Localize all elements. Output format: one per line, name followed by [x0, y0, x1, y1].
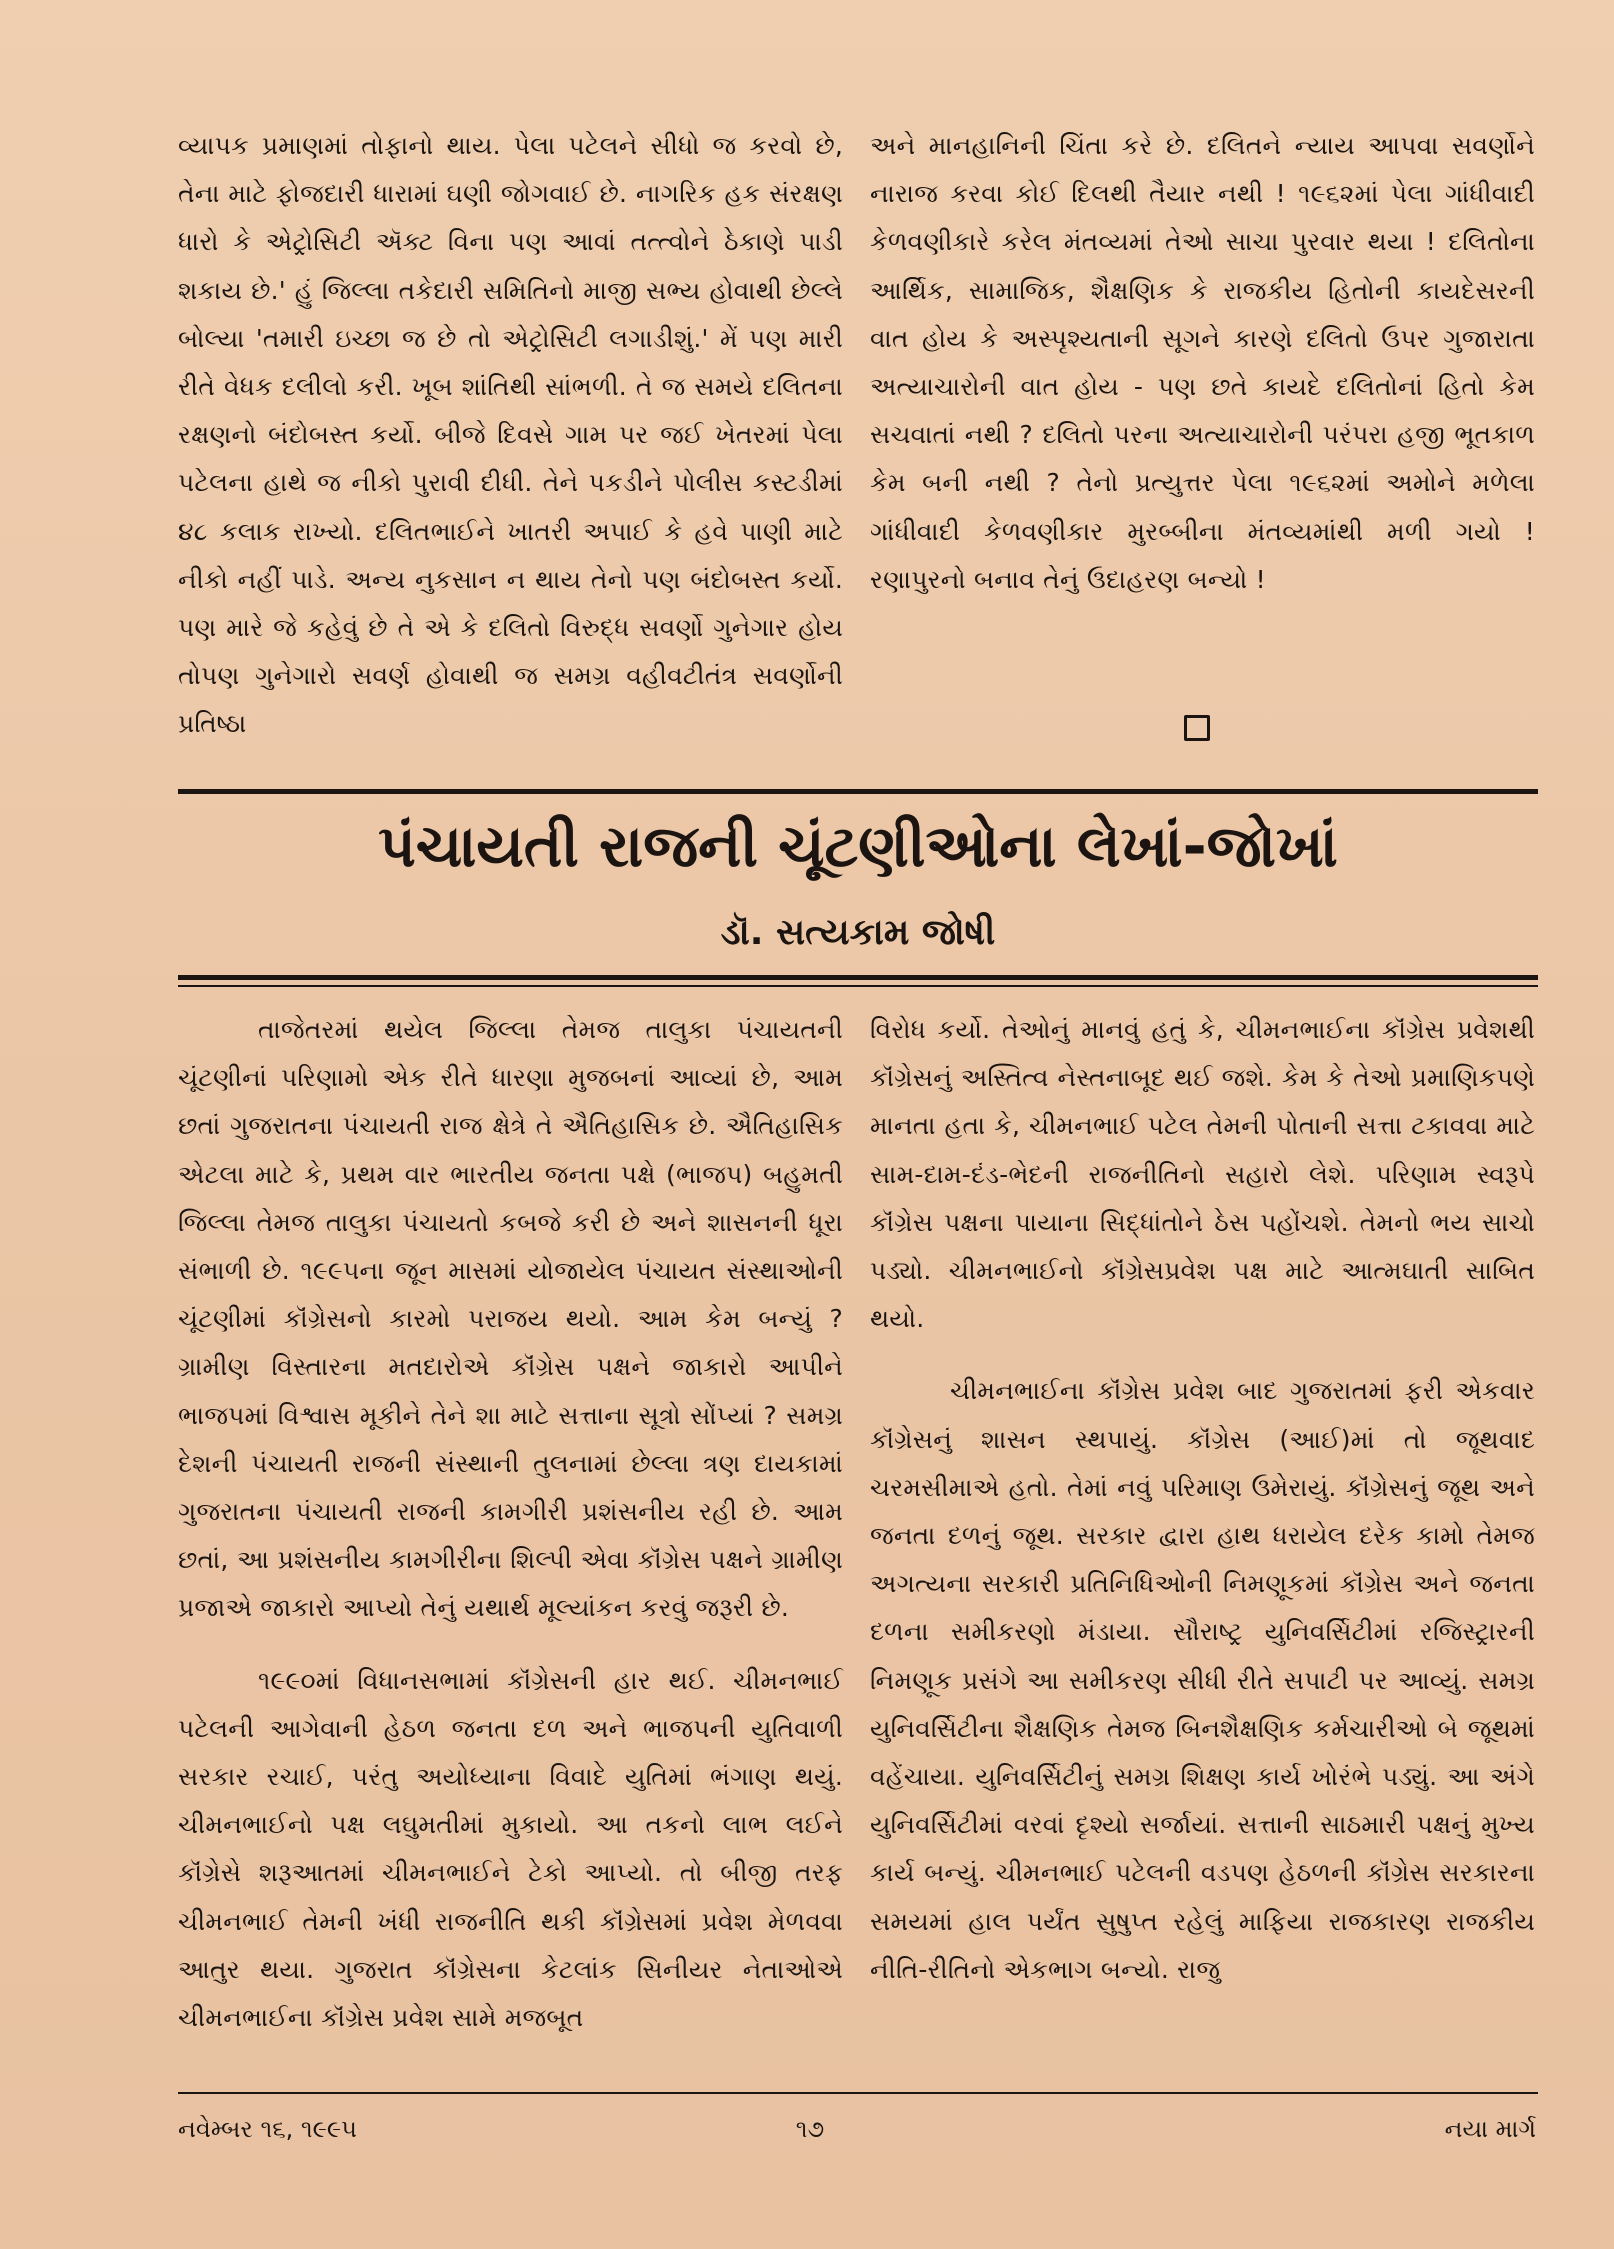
article-left-column: [178, 1006, 843, 2042]
article-end-square-icon: [1184, 715, 1210, 741]
paragraph: વિરોધ કર્યો. તેઓનું માનવું હતું કે, ચીમનભાઈના કૉંગ્રેસ પ્રવેશથી કૉંગ્રેસનું અસ્તિત્વ નેસ્તનાબૂદ થઈ જશે. કેમ કે તેઓ પ્રમાણિકપણે માનતા હતા કે, ચીમનભાઈ પટેલ તેમની પોતાની સત્તા ટકાવવા માટે સામ-દામ-દંડ-ભેદની રાજનીતિનો સહારો લેશે. પરિણામ સ્વરૂપે કૉંગ્રેસ પક્ષના પાયાના સિદ્ધાંતોને ઠેસ પહોંચશે. તેમનો ભય સાચો પડ્યો. ચીમનભાઈનો કૉંગ્રેસપ્રવેશ પક્ષ માટે આત્મઘાતી સાબિત થયો.: [870, 1015, 1535, 1334]
article-headline: પંચાયતી રાજની ચૂંટણીઓના લેખાં-જોખાં: [378, 812, 1338, 880]
magazine-name: નયા માર્ગ: [1444, 2115, 1536, 2143]
footer-divider: [178, 2092, 1538, 2094]
divider: [178, 985, 1538, 987]
paragraph: ૧૯૯૦માં વિધાનસભામાં કૉંગ્રેસની હાર થઈ. ચીમનભાઈ પટેલની આગેવાની હેઠળ જનતા દળ અને ભાજપની યુતિવાળી સરકાર રચાઈ, પરંતુ અયોધ્યાના વિવાદે યુતિમાં ભંગાણ થયું. ચીમનભાઈનો પક્ષ લઘુમતીમાં મુકાયો. આ તકનો લાભ લઈને કૉંગ્રેસે શરૂઆતમાં ચીમનભાઈને ટેકો આપ્યો. તો બીજી તરફ ચીમનભાઈ તેમની ખંધી રાજનીતિ થકી કૉંગ્રેસમાં પ્રવેશ મેળવવા આતુર થયા. ગુજરાત કૉંગ્રેસના કેટલાંક સિનીયર નેતાઓએ ચીમનભાઈના કૉંગ્રેસ પ્રવેશ સામે મજબૂત: [178, 1665, 843, 2033]
previous-article-right-column: [870, 122, 1535, 604]
divider: [178, 789, 1538, 794]
divider: [178, 975, 1538, 980]
article-right-column: [870, 1006, 1535, 1994]
footer-date: નવેમ્બર ૧૬, ૧૯૯૫: [178, 2115, 357, 2143]
previous-article-left-column: [178, 122, 843, 749]
paragraph: ચીમનભાઈના કૉંગ્રેસ પ્રવેશ બાદ ગુજરાતમાં ફરી એકવાર કૉંગ્રેસનું શાસન સ્થપાયું. કૉંગ્રેસ (આઈ)માં તો જૂથવાદ ચરમસીમાએ હતો. તેમાં નવું પરિમાણ ઉમેરાયું. કૉંગ્રેસનું જૂથ અને જનતા દળનું જૂથ. સરકાર દ્વારા હાથ ધરાયેલ દરેક કામો તેમજ અગત્યના સરકારી પ્રતિનિધિઓની નિમણૂકમાં કૉંગ્રેસ અને જનતા દળના સમીકરણો મંડાયા. સૌરાષ્ટ્ર યુનિવર્સિટીમાં રજિસ્ટ્રારની નિમણૂક પ્રસંગે આ સમીકરણ સીધી રીતે સપાટી પર આવ્યું. સમગ્ર યુનિવર્સિટીના શૈક્ષણિક તેમજ બિનશૈક્ષણિક કર્મચારીઓ બે જૂથમાં વહેંચાયા. યુનિવર્સિટીનું સમગ્ર શિક્ષણ કાર્ય ખોરંભે પડ્યું. આ અંગે યુનિવર્સિટીમાં વરવાં દૃશ્યો સર્જાયાં. સત્તાની સાઠમારી પક્ષનું મુખ્ય કાર્ય બન્યું. ચીમનભાઈ પટેલની વડપણ હેઠળની કૉંગ્રેસ સરકારના સમયમાં હાલ પર્યંત સુષુપ્ત રહેલું માફિયા રાજકારણ રાજકીય નીતિ-રીતિનો એકભાગ બન્યો. રાજુ: [870, 1376, 1535, 1984]
article-byline: ડૉ. સત્યકામ જોષી: [720, 912, 996, 953]
paragraph: અને માનહાનિની ચિંતા કરે છે. દલિતને ન્યાય આપવા સવર્ણોને નારાજ કરવા કોઈ દિલથી તૈયાર નથી ! ૧૯૬૨માં પેલા ગાંધીવાદી કેળવણીકારે કરેલ મંતવ્યમાં તેઓ સાચા પુરવાર થયા ! દલિતોના આર્થિક, સામાજિક, શૈક્ષણિક કે રાજકીય હિતોની કાયદેસરની વાત હોય કે અસ્પૃશ્યતાની સૂગને કારણે દલિતો ઉપર ગુજારાતા અત્યાચારોની વાત હોય - પણ છતે કાયદે દલિતોનાં હિતો કેમ સચવાતાં નથી ? દલિતો પરના અત્યાચારોની પરંપરા હજી ભૂતકાળ કેમ બની નથી ? તેનો પ્રત્યુત્તર પેલા ૧૯૬૨માં અમોને મળેલા ગાંધીવાદી કેળવણીકાર મુરબ્બીના મંતવ્યમાંથી મળી ગયો ! રણાપુરનો બનાવ તેનું ઉદાહરણ બન્યો !: [870, 131, 1535, 594]
page-number: ૧૭: [795, 2115, 825, 2143]
paragraph: તાજેતરમાં થયેલ જિલ્લા તેમજ તાલુકા પંચાયતની ચૂંટણીનાં પરિણામો એક રીતે ધારણા મુજબનાં આવ્યાં છે, આમ છતાં ગુજરાતના પંચાયતી રાજ ક્ષેત્રે તે ઐતિહાસિક છે. ઐતિહાસિક એટલા માટે કે, પ્રથમ વાર ભારતીય જનતા પક્ષે (ભાજપ) બહુમતી જિલ્લા તેમજ તાલુકા પંચાયતો કબજે કરી છે અને શાસનની ધૂરા સંભાળી છે. ૧૯૯૫ના જૂન માસમાં યોજાયેલ પંચાયત સંસ્થાઓની ચૂંટણીમાં કૉંગ્રેસનો કારમો પરાજય થયો. આમ કેમ બન્યું ? ગ્રામીણ વિસ્તારના મતદારોએ કૉંગ્રેસ પક્ષને જાકારો આપીને ભાજપમાં વિશ્વાસ મૂકીને તેને શા માટે સત્તાના સૂત્રો સોંપ્યાં ? સમગ્ર દેશની પંચાયતી રાજની સંસ્થાની તુલનામાં છેલ્લા ત્રણ દાયકામાં ગુજરાતના પંચાયતી રાજની કામગીરી પ્રશંસનીય રહી છે. આમ છતાં, આ પ્રશંસનીય કામગીરીના શિલ્પી એવા કૉંગ્રેસ પક્ષને ગ્રામીણ પ્રજાએ જાકારો આપ્યો તેનું યથાર્થ મૂલ્યાંકન કરવું જરૂરી છે.: [178, 1015, 843, 1623]
paragraph: વ્યાપક પ્રમાણમાં તોફાનો થાય. પેલા પટેલને સીધો જ કરવો છે, તેના માટે ફોજદારી ધારામાં ઘણી જોગવાઈ છે. નાગરિક હક સંરક્ષણ ધારો કે એટ્રોસિટી ઍક્ટ વિના પણ આવાં તત્ત્વોને ઠેકાણે પાડી શકાય છે.' હું જિલ્લા તકેદારી સમિતિનો માજી સભ્ય હોવાથી છેલ્લે બોલ્યા 'તમારી ઇચ્છા જ છે તો એટ્રોસિટી લગાડીશું.' મેં પણ મારી રીતે વેધક દલીલો કરી. ખૂબ શાંતિથી સાંભળી. તે જ સમયે દલિતના રક્ષણનો બંદોબસ્ત કર્યો. બીજે દિવસે ગામ પર જઈ ખેતરમાં પેલા પટેલના હાથે જ નીકો પુરાવી દીધી. તેને પકડીને પોલીસ કસ્ટડીમાં ૪૮ કલાક રાખ્યો. દલિતભાઈને ખાતરી અપાઈ કે હવે પાણી માટે નીકો નહીં પાડે. અન્ય નુકસાન ન થાય તેનો પણ બંદોબસ્ત કર્યો. પણ મારે જે કહેવું છે તે એ કે દલિતો વિરુદ્ધ સવર્ણો ગુનેગાર હોય તોપણ ગુનેગારો સવર્ણ હોવાથી જ સમગ્ર વહીવટીતંત્ર સવર્ણોની પ્રતિષ્ઠા: [178, 131, 843, 739]
